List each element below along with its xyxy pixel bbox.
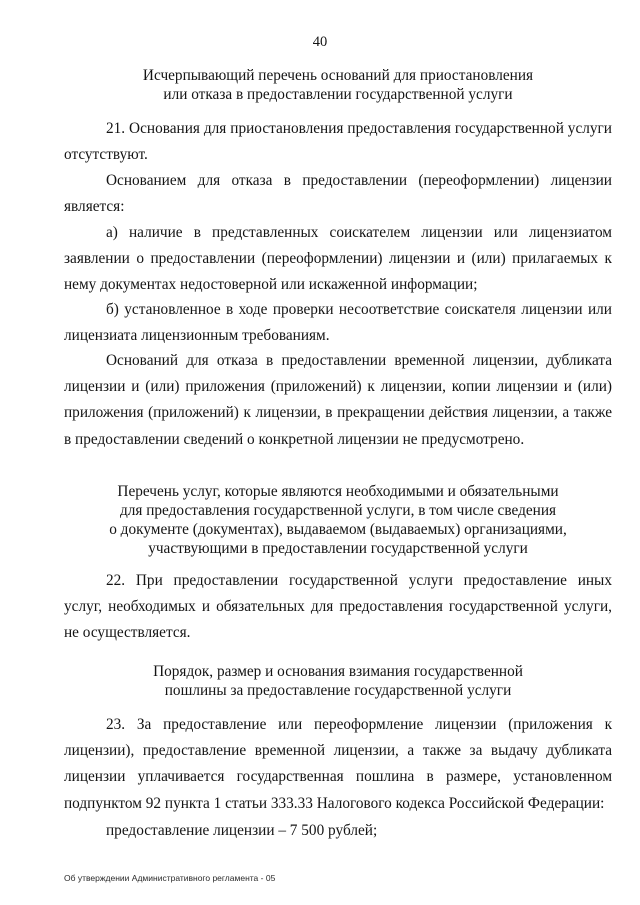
heading-line: участвующими в предоставлении государственной услуги (148, 540, 528, 557)
list-item-b: б) установленное в ходе проверки несоответствие соискателя лицензии или лицензиата лицензионным требованиям. (64, 301, 612, 345)
heading-line: Исчерпывающий перечень оснований для приостановления (142, 67, 534, 84)
heading-line: для предоставления государственной услуги, в том числе сведения (119, 502, 557, 519)
paragraph-22: 22. При предоставлении государственной услуги предоставление иных услуг, необходимых и обязательных для предоставления государственной услуги, не осуществляется. (64, 572, 612, 642)
list-item-a: а) наличие в представленных соискателем лицензии или лицензиатом заявлении о предоставлении (переоформлении) лицензии и (или) прилагаемых к нему документах недостоверной или искаженной информации; (64, 224, 612, 294)
section-heading-required-services (64, 482, 612, 558)
section-heading-state-fee (64, 662, 612, 700)
paragraph-refusal-basis: Основанием для отказа в предоставлении (переоформлении) лицензии является: (64, 172, 612, 216)
document-footer: Об утверждении Административного регламента - 05 (64, 873, 276, 883)
heading-line: или отказа в предоставлении государственной услуги (163, 86, 513, 103)
fee-line-license: предоставление лицензии – 7 500 рублей; (106, 822, 378, 839)
heading-line: о документе (документах), выдаваемом (выдаваемых) организациями, (109, 521, 567, 538)
paragraph-23: 23. За предоставление или переоформление лицензии (приложения к лицензии), предоставление временной лицензии, а также за выдачу дубликата лицензии уплачивается государственная пошлина в размере, установленном подпунктом 92 пункта 1 статьи 333.33 Налогового кодекса Российской Федерации: (64, 716, 612, 812)
paragraph-21: 21. Основания для приостановления предоставления государственной услуги отсутствуют. (64, 120, 612, 164)
heading-line: пошлины за предоставление государственной услуги (164, 682, 512, 699)
heading-line: Перечень услуг, которые являются необходимыми и обязательными (117, 483, 559, 500)
paragraph-no-refusal-grounds: Оснований для отказа в предоставлении временной лицензии, дубликата лицензии и (или) приложения (приложений) к лицензии, копии лицензии и (или) приложения (приложений) к лицензии, в прекращении действия лицензии, а также в предоставлении сведений о конкретной лицензии не предусмотрено. (64, 352, 612, 448)
page-number: 40 (312, 34, 328, 50)
heading-line: Порядок, размер и основания взимания государственной (153, 663, 523, 680)
section-heading-suspension-refusal (64, 66, 612, 104)
